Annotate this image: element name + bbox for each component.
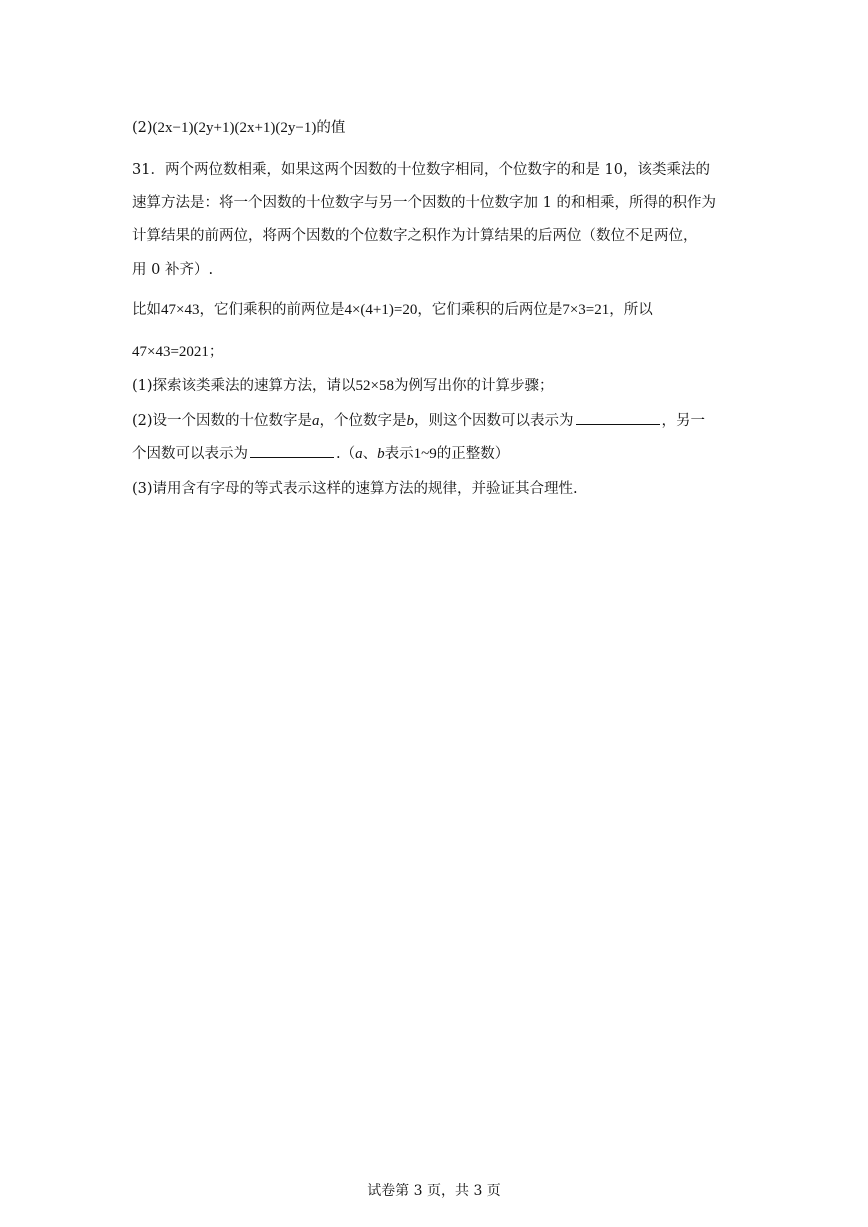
q31-part2-line1 (132, 410, 705, 431)
part1-prefix: (1)探索该类乘法的速算方法，请以 (132, 378, 356, 394)
q30-part2-line (132, 118, 345, 138)
page-footer: 试卷第 3 页，共 3 页 (367, 1183, 501, 1199)
part2-line2-text-c: 、 (362, 446, 378, 462)
q31-part2-line2 (132, 443, 509, 464)
q31-intro-line2: 速算方法是：将一个因数的十位数字与另一个因数的十位数字加 1 的和相乘，所得的积作为 (132, 195, 716, 211)
q30-part2-expression: (2x−1)(2y+1)(2x+1)(2y−1) (152, 120, 317, 136)
example-suffix: ，所以 (609, 302, 653, 318)
example-prefix: 比如 (132, 302, 161, 318)
q31-part1-line (132, 376, 554, 396)
example-back-digits: 7×3=21 (562, 302, 610, 318)
q31-intro-line3: 计算结果的前两位，将两个因数的个位数字之积作为计算结果的后两位（数位不足两位， (132, 228, 698, 244)
part2-line2-var-a: a (355, 446, 363, 462)
answer-blank-1[interactable] (576, 410, 660, 425)
example-mid1: ，它们乘积的前两位是 (199, 302, 345, 318)
part2-line2-range: 1~9 (413, 446, 437, 462)
part2-text-c: ，则这个因数可以表示为 (414, 413, 574, 429)
part2-text-b: ，个位数字是 (319, 413, 407, 429)
example-result-suffix: ； (208, 344, 224, 360)
q31-intro-line1: 31．两个两位数相乘，如果这两个因数的十位数字相同，个位数字的和是 10，该类乘法的 (132, 162, 711, 178)
answer-blank-2[interactable] (250, 443, 334, 458)
example-front-digits: 4×(4+1)=20 (344, 302, 418, 318)
part2-line2-var-b: b (377, 446, 385, 462)
part1-suffix: 为例写出你的计算步骤； (394, 378, 554, 394)
example-result: 47×43=2021 (132, 344, 209, 360)
part2-text-a: (2)设一个因数的十位数字是 (132, 413, 313, 429)
q30-part2-suffix: 的值 (316, 120, 346, 136)
example-mid2: ，它们乘积的后两位是 (417, 302, 563, 318)
q31-part3-line: (3)请用含有字母的等式表示这样的速算方法的规律，并验证其合理性. (132, 481, 578, 497)
part1-expression: 52×58 (355, 378, 395, 394)
part2-line2-text-e: 的正整数） (436, 446, 510, 462)
part2-line2-text-b: .（ (336, 446, 356, 462)
part2-text-d: ，另一 (661, 413, 706, 429)
part2-var-b: b (406, 413, 415, 429)
q31-example-line (132, 300, 653, 320)
q30-part2-label: (2) (132, 120, 153, 136)
part2-line2-text-d: 表示 (384, 446, 414, 462)
part2-var-a: a (312, 413, 320, 429)
q31-intro-line4: 用 0 补齐）. (132, 262, 214, 278)
q31-example-result-line (132, 342, 223, 362)
part2-line2-text-a: 个因数可以表示为 (132, 446, 248, 462)
example-product: 47×43 (161, 302, 200, 318)
